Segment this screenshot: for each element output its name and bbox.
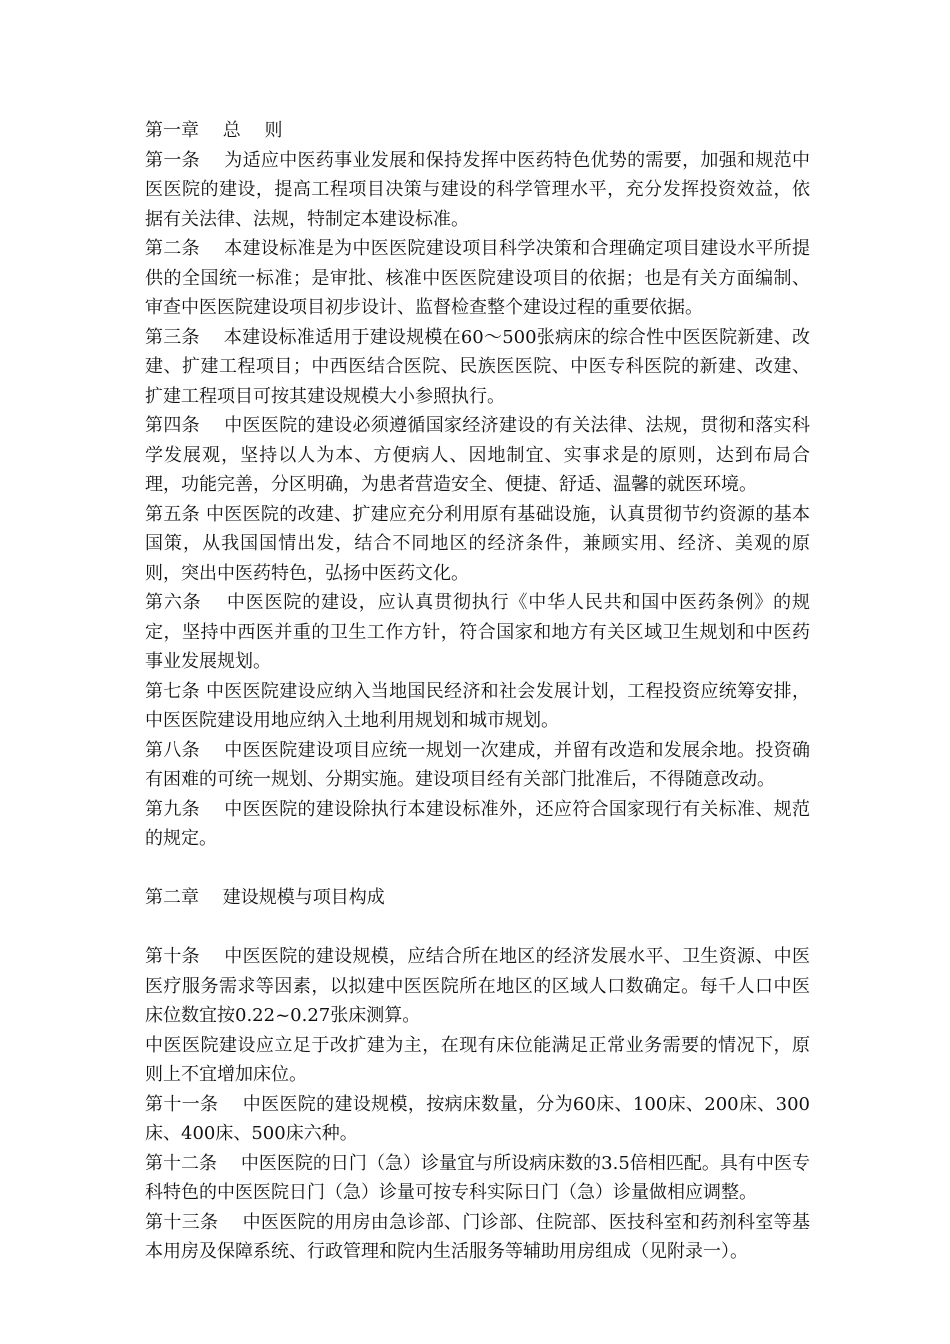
article-7: 第七条 中医医院建设应纳入当地国民经济和社会发展计划，工程投资应统筹安排，中医医院建设用地应纳入土地利用规划和城市规划。 (145, 680, 810, 731)
paragraph-gap (145, 854, 810, 884)
article-12: 第十二条 中医医院的日门（急）诊量宜与所设病床数的3.5倍相匹配。具有中医专科特色的中医医院日门（急）诊量可按专科实际日门（急）诊量做相应调整。 (145, 1152, 810, 1203)
article-6: 第六条 中医医院的建设，应认真贯彻执行《中华人民共和国中医药条例》的规定，坚持中西医并重的卫生工作方针，符合国家和地方有关区域卫生规划和中医药事业发展规划。 (145, 592, 810, 672)
chapter-1-title: 第一章 总 则 (145, 120, 283, 141)
article-10: 第十条 中医医院的建设规模，应结合所在地区的经济发展水平、卫生资源、中医医疗服务需求等因素，以拟建中医医院所在地区的区域人口数确定。每千人口中医床位数宜按0.22~0.27张床测算。 (145, 946, 810, 1026)
article-11: 第十一条 中医医院的建设规模，按病床数量，分为60床、100床、200床、300床、400床、500床六种。 (145, 1093, 810, 1144)
article-4: 第四条 中医医院的建设必须遵循国家经济建设的有关法律、法规，贯彻和落实科学发展观，坚持以人为本、方便病人、因地制宜、实事求是的原则，达到布局合理，功能完善，分区明确，为患者营造安全、便捷、舒适、温馨的就医环境。 (145, 415, 810, 495)
chapter-2-title: 第二章 建设规模与项目构成 (145, 887, 385, 908)
document-page (145, 116, 810, 1267)
article-9: 第九条 中医医院的建设除执行本建设标准外，还应符合国家现行有关标准、规范的规定。 (145, 798, 810, 849)
article-1: 第一条 为适应中医药事业发展和保持发挥中医药特色优势的需要，加强和规范中医医院的建设，提高工程项目决策与建设的科学管理水平，充分发挥投资效益，依据有关法律、法规，特制定本建设标准。 (145, 149, 810, 230)
article-8: 第八条 中医医院建设项目应统一规划一次建成，并留有改造和发展余地。投资确有困难的可统一规划、分期实施。建设项目经有关部门批准后，不得随意改动。 (145, 739, 810, 790)
article-13: 第十三条 中医医院的用房由急诊部、门诊部、住院部、医技科室和药剂科室等基本用房及保障系统、行政管理和院内生活服务等辅助用房组成（见附录一）。 (145, 1211, 810, 1262)
article-5: 第五条 中医医院的改建、扩建应充分利用原有基础设施，认真贯彻节约资源的基本国策，从我国国情出发，结合不同地区的经济条件，兼顾实用、经济、美观的原则，突出中医药特色，弘扬中医药文化。 (145, 503, 810, 584)
article-10-supplement: 中医医院建设应立足于改扩建为主，在现有床位能满足正常业务需要的情况下，原则上不宜增加床位。 (145, 1034, 810, 1085)
article-3: 第三条 本建设标准适用于建设规模在60～500张病床的综合性中医医院新建、改建、扩建工程项目；中西医结合医院、民族医医院、中医专科医院的新建、改建、扩建工程项目可按其建设规模大小参照执行。 (145, 326, 810, 407)
paragraph-gap (145, 913, 810, 943)
article-2: 第二条 本建设标准是为中医医院建设项目科学决策和合理确定项目建设水平所提供的全国统一标准；是审批、核准中医医院建设项目的依据；也是有关方面编制、审查中医医院建设项目初步设计、监督检查整个建设过程的重要依据。 (145, 238, 810, 318)
